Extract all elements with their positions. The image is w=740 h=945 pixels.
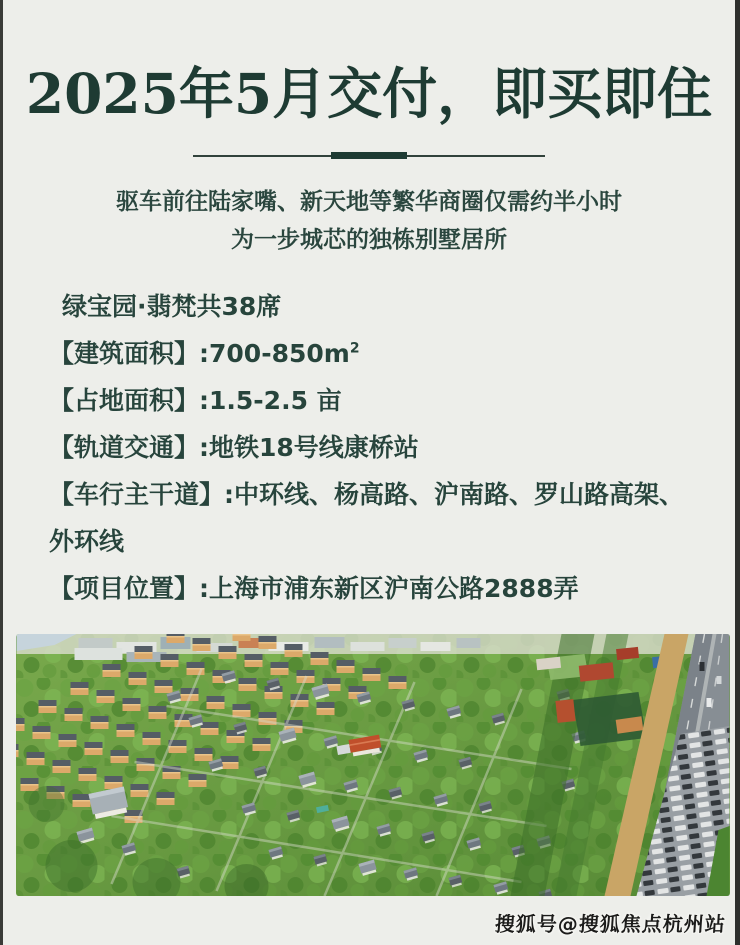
detail-line-location: 【项目位置】:上海市浦东新区沪南公路2888弄 [49, 574, 579, 603]
property-details [3, 283, 735, 612]
detail-line-main-roads: 【车行主干道】:中环线、杨高路、沪南路、罗山路高架、外环线 [49, 480, 685, 556]
detail-line-building-area: 【建筑面积】$:700-850m^2$ [49, 339, 360, 368]
detail-line-rail-transit: 【轨道交通】:地铁18号线康桥站 [49, 433, 419, 462]
page-title: 2025年5月交付，即买即住 [25, 61, 713, 126]
divider-line-right [407, 155, 545, 157]
title-divider [193, 152, 545, 159]
aerial-photo [16, 634, 730, 896]
divider-line-left [193, 155, 331, 157]
detail-line-land-area: 【占地面积】:1.5-2.5 亩 [49, 386, 342, 415]
aerial-photo-illustration [16, 634, 730, 896]
subtitle [3, 183, 735, 259]
project-name-line: 绿宝园·翡梵共38席 [62, 292, 282, 321]
subtitle-line-2: 为一步城芯的独栋别墅居所 [231, 227, 507, 253]
divider-center-bar [331, 152, 407, 159]
subtitle-line-1: 驱车前往陆家嘴、新天地等繁华商圈仅需约半小时 [116, 189, 622, 215]
sohu-watermark: 搜狐号@搜狐焦点杭州站 [494, 912, 727, 936]
